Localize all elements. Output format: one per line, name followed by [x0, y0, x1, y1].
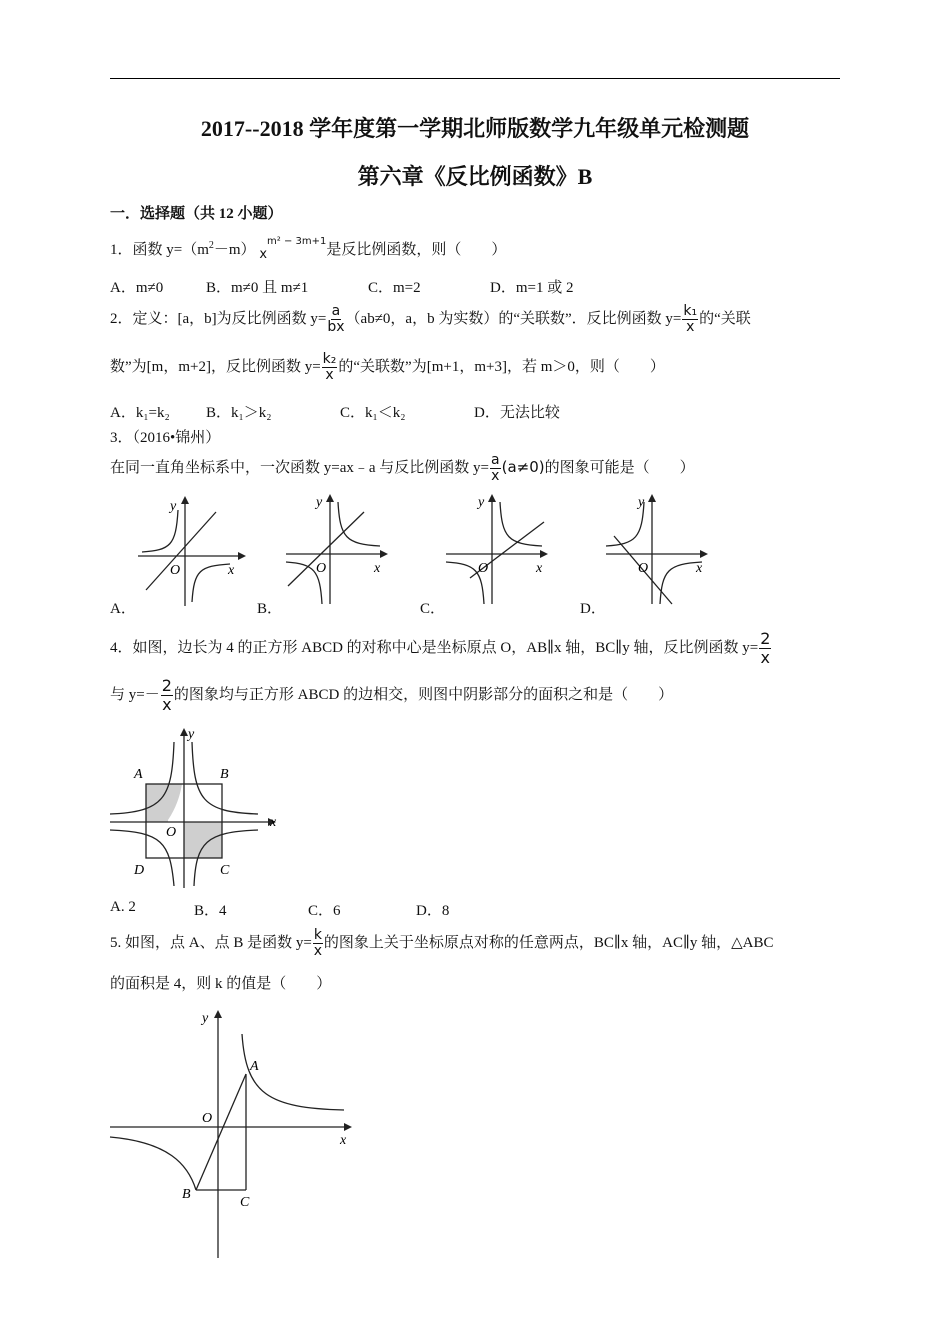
q2-text-b: （ab≠0，a，b 为实数）的“关联数”．反比例函数 y= [345, 310, 682, 327]
q2-option-b[interactable]: B．k₁＞k₂ [206, 405, 272, 421]
q4-option-b[interactable]: B．4 [194, 903, 227, 919]
q2-f2-den: x [686, 319, 695, 335]
question-2-line2 [110, 352, 665, 383]
q3b-y-label: y [316, 495, 323, 510]
q3-option-b[interactable]: B． [257, 601, 283, 617]
q4-text-a: 4．如图，边长为 4 的正方形 ABCD 的对称中心是坐标原点 O，AB∥x 轴，BC∥y 轴，反比例函数 y= [110, 639, 759, 656]
q4-fraction-2 [161, 677, 173, 714]
q1-prefix: 1．函数 y=（m [110, 242, 209, 258]
question-4-line1 [110, 630, 772, 667]
q5-label-a: A [250, 1059, 259, 1074]
q5-label-b: B [182, 1187, 191, 1202]
q3-text-b: 的图象可能是（ ） [544, 459, 695, 476]
q4-label-y: y [188, 727, 195, 742]
q4-label-b: B [220, 767, 229, 782]
q4-option-a[interactable]: A. 2 [110, 899, 136, 915]
q3-graph-b[interactable] [280, 488, 390, 608]
q4-f2-den: x [162, 695, 172, 714]
q1-option-b[interactable]: B．m≠0 且 m≠1 [206, 280, 309, 296]
q1-option-a[interactable]: A．m≠0 [110, 280, 164, 296]
q3b-origin-label: O [316, 561, 327, 576]
q2-f1-den: bx [327, 319, 345, 335]
question-3-head: 3．（2016•锦州） [110, 430, 221, 446]
q3-graph-d[interactable] [600, 488, 715, 608]
q5-label-x: x [340, 1133, 347, 1148]
q5-f-num: k [313, 927, 322, 943]
q5-text-a: 5. 如图，点 A、点 B 是函数 y= [110, 934, 312, 951]
q2-f1-num: a [331, 303, 341, 319]
chapter-subtitle: 第六章《反比例函数》B [357, 164, 593, 189]
q4-f1-num: 2 [760, 629, 771, 648]
question-1-stem [110, 236, 507, 262]
q1-base: x [259, 247, 268, 262]
top-rule [110, 78, 840, 79]
q3d-y-label: y [638, 495, 645, 510]
q2-text-c: 的“关联 [699, 310, 751, 327]
q3-graph-c[interactable] [440, 488, 555, 608]
q1-exponent: m² − 3m+1 [267, 236, 327, 247]
q3a-y-label: y [170, 499, 177, 514]
q4-label-o: O [166, 825, 177, 840]
q4-fraction-1 [759, 630, 771, 667]
q4-figure [108, 722, 288, 892]
q3d-origin-label: O [638, 561, 649, 576]
q2-f3-den: x [325, 367, 334, 383]
q5-fraction [313, 928, 323, 959]
q4-text-b: 与 y=－ [110, 686, 160, 703]
question-5-line1 [110, 928, 774, 959]
q3-text-a: 在同一直角坐标系中，一次函数 y=ax﹣a 与反比例函数 y= [110, 459, 489, 476]
q5-text-b: 的图象上关于坐标原点对称的任意两点，BC∥x 轴，AC∥y 轴，△ABC [323, 934, 774, 951]
q4-shade-bottom-right [184, 822, 222, 858]
q3-option-d[interactable]: D． [580, 601, 606, 617]
q3-graph-a[interactable] [130, 490, 250, 610]
q4-label-x: x [270, 815, 277, 830]
section-heading: 一．选择题（共 12 小题） [110, 206, 283, 222]
q3b-x-label: x [374, 561, 381, 576]
q5-label-o: O [202, 1111, 213, 1126]
q3a-origin-label: O [170, 563, 181, 578]
q2-fraction-2 [682, 304, 698, 335]
question-5-line2: 的面积是 4，则 k 的值是（ ） [110, 976, 332, 992]
q1-option-d[interactable]: D．m=1 或 2 [490, 280, 574, 296]
q4-option-c[interactable]: C．6 [308, 903, 341, 919]
q1-mid: －m） [213, 242, 256, 258]
q2-text-e: 的“关联数”为[m+1，m+3]，若 m＞0，则（ ） [338, 358, 665, 375]
q3-f-num: a [491, 452, 500, 468]
q5-figure [108, 1004, 358, 1262]
q3c-origin-label: O [478, 561, 489, 576]
q1-option-c[interactable]: C．m=2 [368, 280, 421, 296]
q3-option-c[interactable]: C． [420, 601, 446, 617]
q1-square: 2 [208, 240, 214, 251]
q1-suffix: 是反比例函数，则（ ） [326, 242, 507, 258]
question-2-line1 [110, 304, 751, 335]
q4-label-d: D [134, 863, 145, 878]
q4-label-c: C [220, 863, 230, 878]
q2-option-a[interactable]: A．k₁=k₂ [110, 405, 170, 421]
question-4-line2 [110, 677, 673, 714]
q3c-x-label: x [536, 561, 543, 576]
q4-f2-num: 2 [161, 676, 172, 695]
q2-option-d[interactable]: D．无法比较 [474, 405, 560, 421]
q2-fraction-1 [327, 304, 344, 335]
q5-label-c: C [240, 1195, 250, 1210]
q2-f2-num: k₁ [683, 303, 698, 319]
q2-option-c[interactable]: C．k₁＜k₂ [340, 405, 406, 421]
q4-shade-top-left-b [168, 784, 182, 820]
q5-f-den: x [313, 943, 323, 959]
q2-f3-num: k₂ [322, 351, 337, 367]
q3-option-a[interactable]: A． [110, 601, 136, 617]
question-3-stem [110, 453, 695, 484]
q4-text-c: 的图象均与正方形 ABCD 的边相交，则图中阴影部分的面积之和是（ ） [173, 686, 674, 703]
q3d-x-label: x [696, 561, 703, 576]
q2-fraction-3 [322, 352, 338, 383]
page-title: 2017--2018 学年度第一学期北师版数学九年级单元检测题 [200, 116, 750, 141]
q4-f1-den: x [760, 648, 771, 667]
q4-label-a: A [134, 767, 143, 782]
q4-option-d[interactable]: D．8 [416, 903, 450, 919]
q3-condition: (a≠0) [501, 457, 545, 476]
q3-f-den: x [491, 468, 500, 484]
q2-text-a: 2．定义：[a，b]为反比例函数 y= [110, 310, 327, 327]
q5-label-y: y [202, 1011, 209, 1026]
q3c-y-label: y [478, 495, 485, 510]
q3-fraction [490, 453, 501, 484]
q3a-x-label: x [228, 563, 235, 578]
q2-text-d: 数”为[m，m+2]，反比例函数 y= [110, 358, 321, 375]
